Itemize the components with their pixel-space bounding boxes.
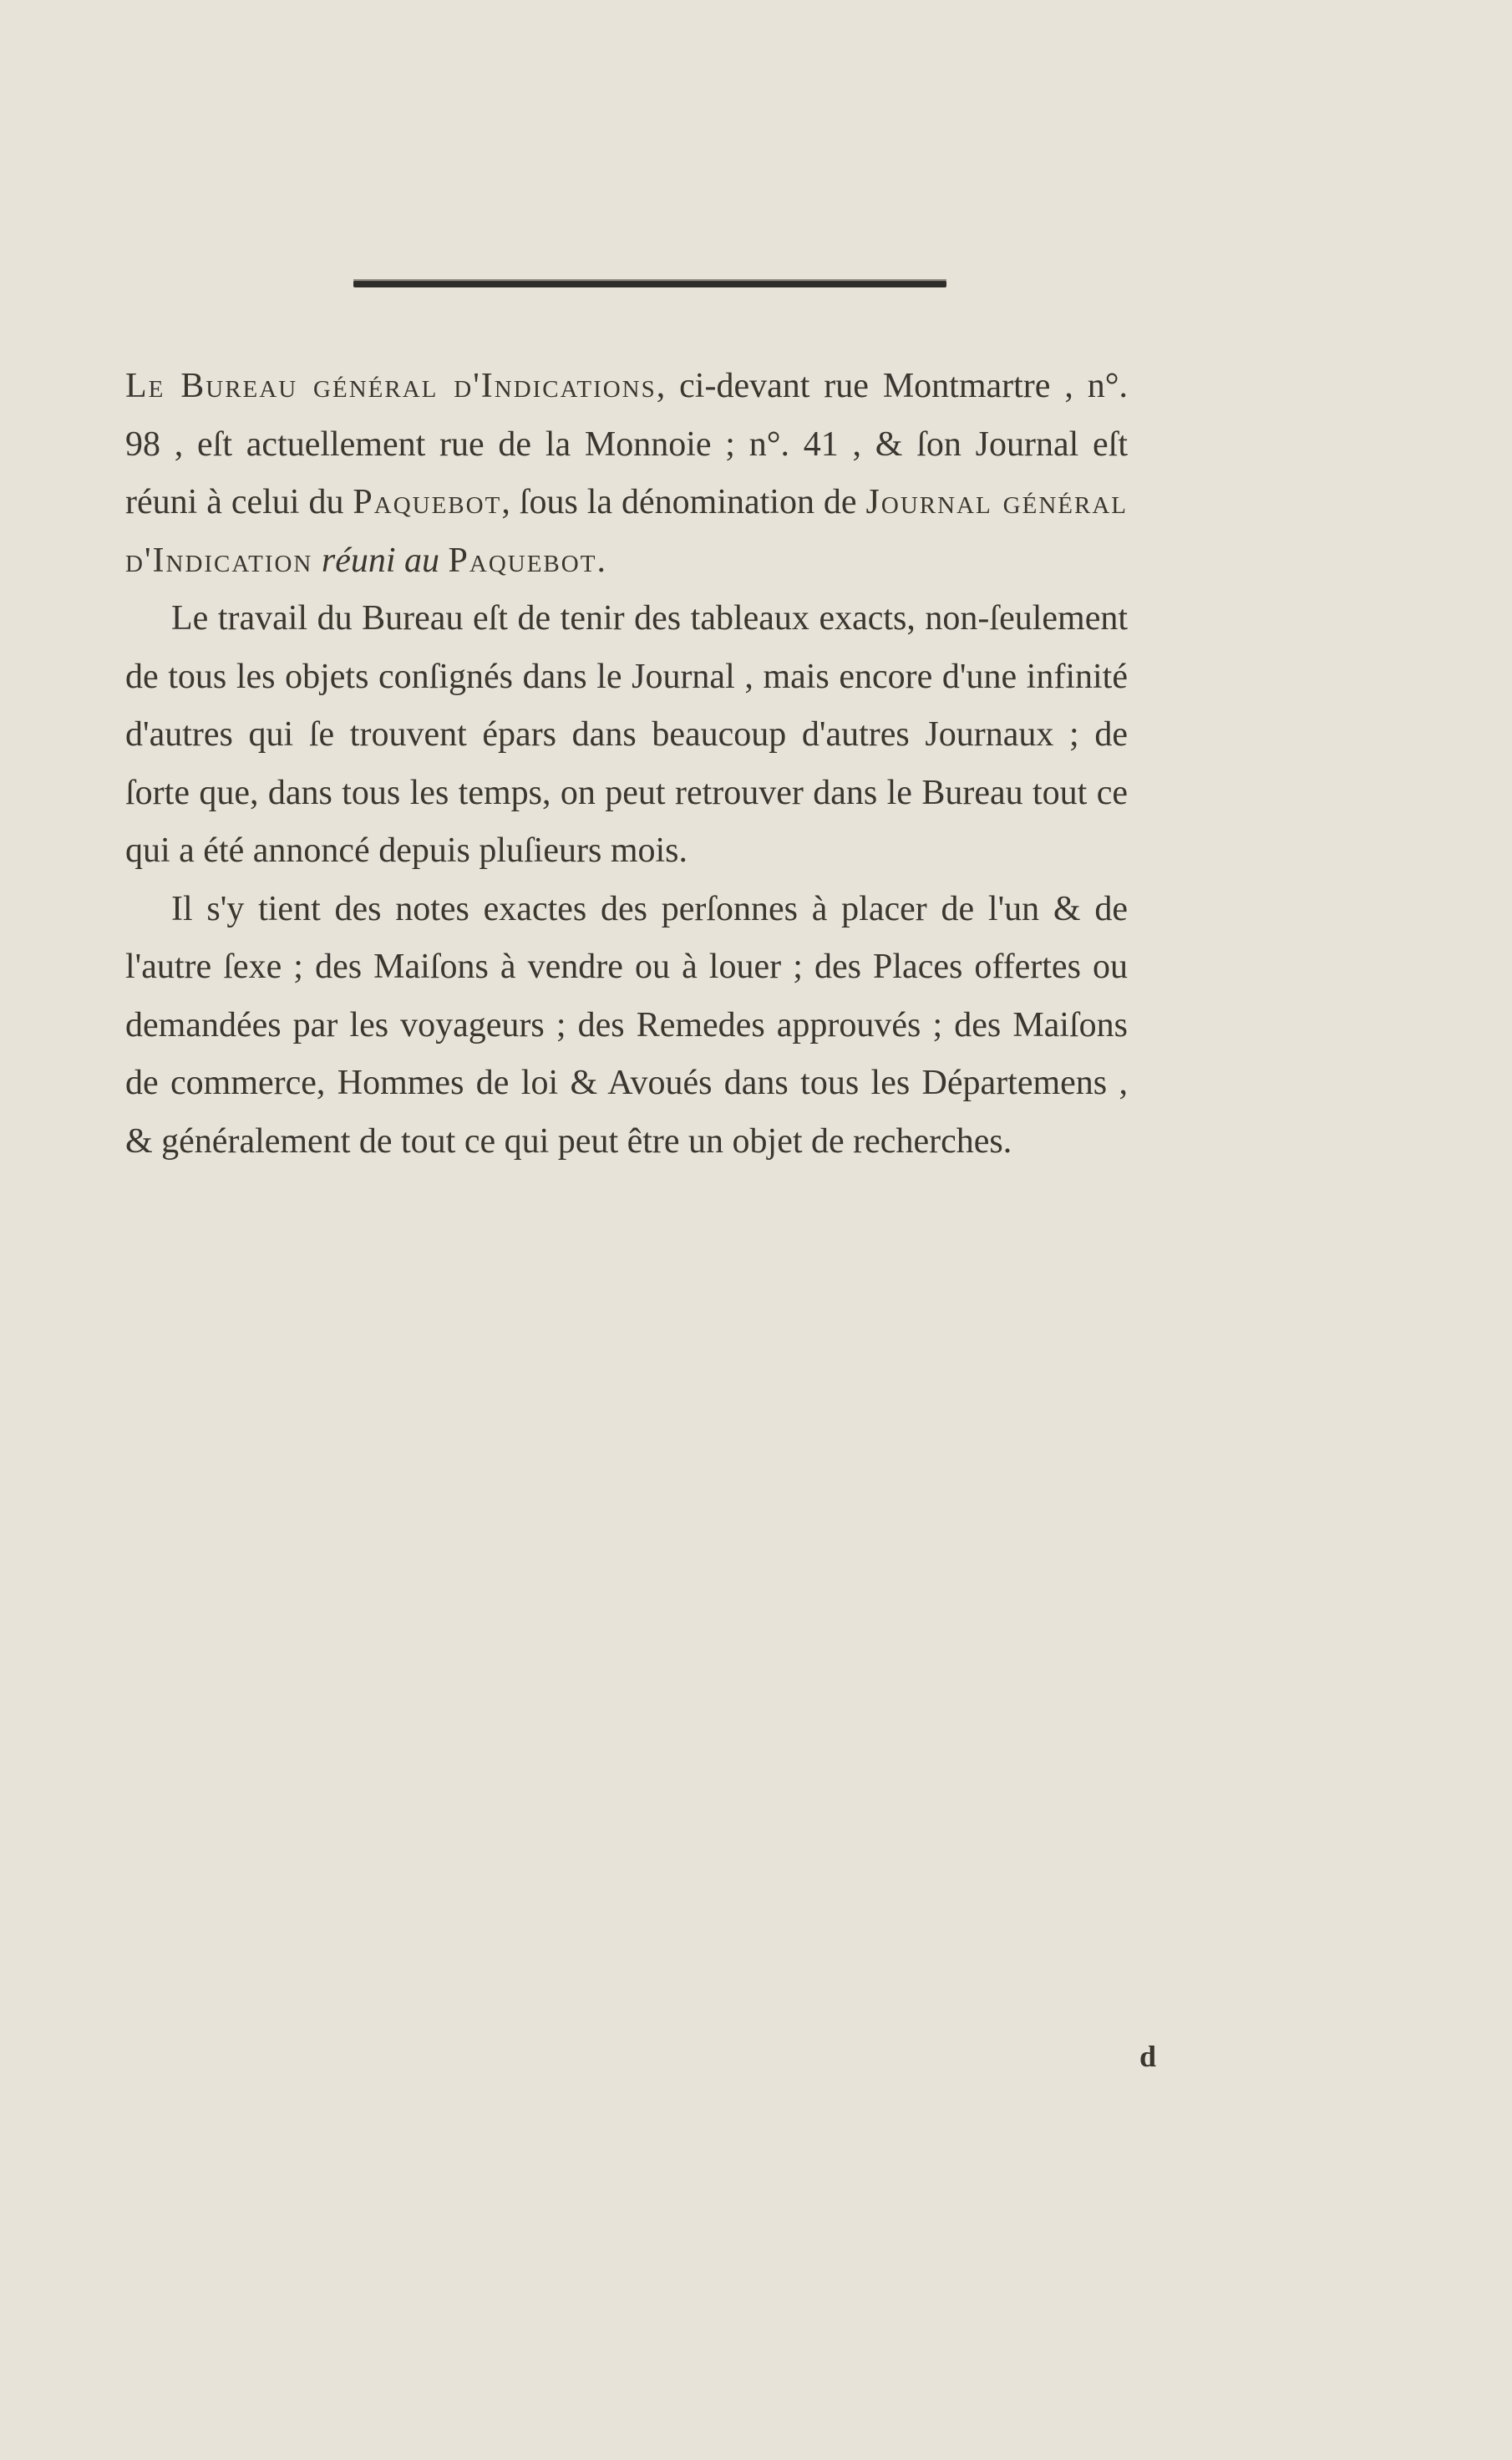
paragraph-1-text-a: , ci-devant rue Montmartre , n°. 98 , eſt actuellement rue de la Monnoie ; n°. 41 , & ſon Journal eſt réuni à celui du <box>125 367 1128 521</box>
paquebot-name-2: Paquebot <box>448 541 597 580</box>
space-2 <box>439 541 449 580</box>
signature-mark: d <box>1139 2040 1157 2073</box>
reuni-au: réuni au <box>321 541 440 580</box>
journal-name: Journal général d'Indication <box>125 483 1128 580</box>
period: . <box>596 541 606 580</box>
space-1 <box>312 541 322 580</box>
paragraph-2: Le travail du Bureau eſt de tenir des tableaux exacts, non-ſeulement de tous les objets conſignés dans le Journal , mais encore d'une infinité d'autres qui ſe trouvent épars dans beaucoup d'autres Journaux ; de ſorte que, dans tous les temps, on peut retrouver dans le Bureau tout ce qui a été annoncé depuis pluſieurs mois. <box>125 599 1128 870</box>
paragraph-1-text-b: , ſous la dénomination de <box>501 483 866 521</box>
paragraph-3: Il s'y tient des notes exactes des perſonnes à placer de l'un & de l'autre ſexe ; des Maiſons à vendre ou à louer ; des Places offertes ou demandées par les voyageurs ; des Remedes approuvés ; des Maiſons de commerce, Hommes de loi & Avoués dans tous les Départemens , & généralement de tout ce qui peut être un objet de recherches. <box>125 889 1128 1161</box>
body-text <box>125 358 1128 1171</box>
decorative-rule <box>353 281 946 287</box>
paragraph-1 <box>125 358 1128 590</box>
paquebot-name: Paquebot <box>353 483 502 521</box>
bureau-name: Le Bureau général d'Indications <box>125 367 657 405</box>
